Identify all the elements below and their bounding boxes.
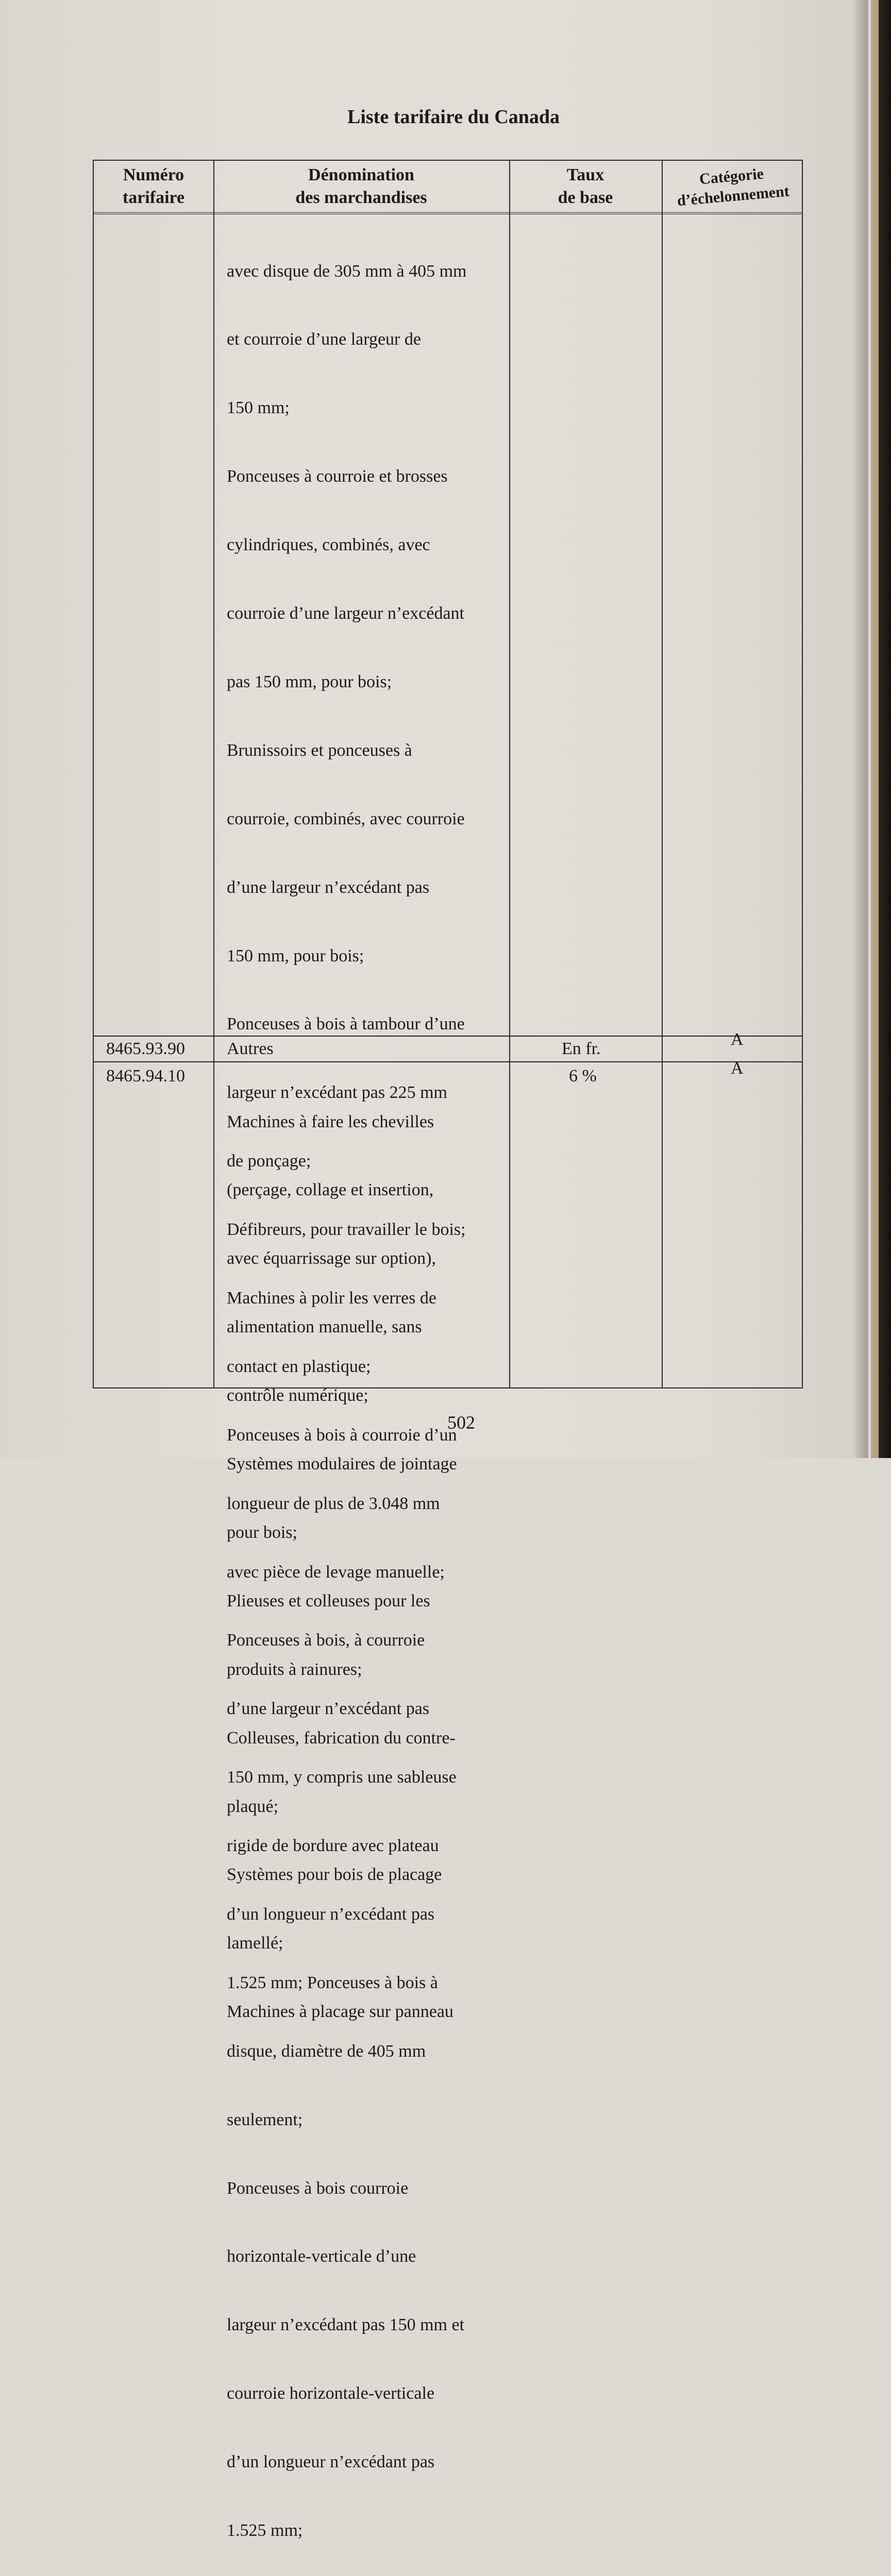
description-line: d’un longueur n’excédant pas xyxy=(227,2452,435,2472)
description-text: Autres xyxy=(227,1039,274,1058)
description-line: Ponceuses à bois courroie xyxy=(227,2178,409,2198)
description-line: longueur de plus de 3.048 mm xyxy=(227,1494,440,1513)
description-line: produits à rainures; xyxy=(227,1659,362,1679)
description-line: lamellé; xyxy=(227,1934,283,1953)
description-line: courroie, combinés, avec courroie xyxy=(227,809,465,828)
column-divider xyxy=(662,161,663,1387)
description-line: contact en plastique; xyxy=(227,1357,371,1376)
description-line: horizontale-verticale d’une xyxy=(227,2247,416,2266)
description-line: Systèmes pour bois de placage xyxy=(227,1865,442,1885)
staging-category: A xyxy=(731,1030,744,1049)
description-line: d’une largeur n’excédant pas xyxy=(227,877,430,897)
description-line: courroie d’une largeur n’excédant xyxy=(227,604,464,623)
description-line: Ponceuses à bois à courroie d’un xyxy=(227,1425,457,1445)
description-line: Ponceuses à bois, à courroie xyxy=(227,1631,425,1650)
page-number: 502 xyxy=(447,1412,475,1433)
tariff-number: 8465.93.90 xyxy=(106,1039,185,1058)
description-line: 150 mm; xyxy=(227,398,290,418)
description-line: 1.525 mm; xyxy=(227,2520,303,2540)
description-line: Systèmes modulaires de jointage xyxy=(227,1454,457,1474)
header-line: Taux xyxy=(566,165,604,184)
description-line: Ponceuses à bois à tambour d’une xyxy=(227,1014,465,1034)
description-line: Brunissoirs et ponceuses à xyxy=(227,740,412,760)
header-tariff-number xyxy=(94,161,213,212)
description-line: avec disque de 305 mm à 405 mm xyxy=(227,261,467,281)
description-line: Machines à polir les verres de xyxy=(227,1288,436,1308)
description-line: Machines à faire les chevilles xyxy=(227,1112,434,1131)
header-line: Dénomination xyxy=(308,165,414,184)
description-line: Machines à placage sur panneau xyxy=(227,2002,453,2022)
staging-category: A xyxy=(731,1059,744,1078)
description-line: et courroie d’une largeur de xyxy=(227,330,421,349)
description-line: pas 150 mm, pour bois; xyxy=(227,672,392,691)
header-base-rate xyxy=(509,161,662,212)
description-line: courroie horizontale-verticale xyxy=(227,2384,435,2403)
header-staging-category xyxy=(662,161,803,212)
description-line: seulement; xyxy=(227,2110,303,2129)
description-line: d’un longueur n’excédant pas xyxy=(227,1904,435,1924)
header-description xyxy=(213,161,509,212)
page-title: Liste tarifaire du Canada xyxy=(347,106,560,128)
description-line: cylindriques, combinés, avec xyxy=(227,535,430,555)
description-line: Défibreurs, pour travailler le bois; xyxy=(227,1220,466,1240)
header-line: d’échelonnement xyxy=(676,182,790,210)
description-line: avec pièce de levage manuelle; xyxy=(227,1562,445,1582)
description-line: Ponceuses à courroie et brosses xyxy=(227,467,448,486)
description-line: d’une largeur n’excédant pas xyxy=(227,1699,430,1719)
header-line: tarifaire xyxy=(122,188,185,207)
tariff-number: 8465.94.10 xyxy=(106,1066,185,1086)
column-divider xyxy=(509,161,510,1387)
description-line: de ponçage; xyxy=(227,1151,311,1171)
header-line: Numéro xyxy=(123,165,184,184)
header-line: de base xyxy=(558,188,613,207)
description-text xyxy=(227,1065,457,2069)
description-line: avec équarrissage sur option), xyxy=(227,1249,436,1268)
description-line: largeur n’excédant pas 225 mm xyxy=(227,1083,448,1103)
description-line: (perçage, collage et insertion, xyxy=(227,1180,434,1200)
description-line: largeur n’excédant pas 150 mm et xyxy=(227,2315,465,2335)
description-line: 150 mm, pour bois; xyxy=(227,946,364,965)
description-line: disque, diamètre de 405 mm xyxy=(227,2041,426,2061)
gutter-shadow xyxy=(853,0,868,1458)
description-line: alimentation manuelle, sans xyxy=(227,1317,422,1337)
description-line: Colleuses, fabrication du contre- xyxy=(227,1728,456,1748)
description-line: pour bois; xyxy=(227,1522,297,1542)
description-line: plaqué; xyxy=(227,1797,279,1816)
description-line: 150 mm, y compris une sableuse xyxy=(227,1768,457,1787)
header-line: Catégorie xyxy=(698,165,764,188)
description-line: Plieuses et colleuses pour les xyxy=(227,1591,430,1611)
base-rate: 6 % xyxy=(569,1066,597,1086)
table-header xyxy=(94,161,802,214)
base-rate: En fr. xyxy=(562,1039,601,1058)
book-binding-edge xyxy=(879,0,891,1458)
description-line: contrôle numérique; xyxy=(227,1386,368,1405)
description-line: rigide de bordure avec plateau xyxy=(227,1836,439,1856)
column-divider xyxy=(213,161,214,1387)
description-line: 1.525 mm; Ponceuses à bois à xyxy=(227,1973,438,1992)
header-line: des marchandises xyxy=(295,188,427,207)
